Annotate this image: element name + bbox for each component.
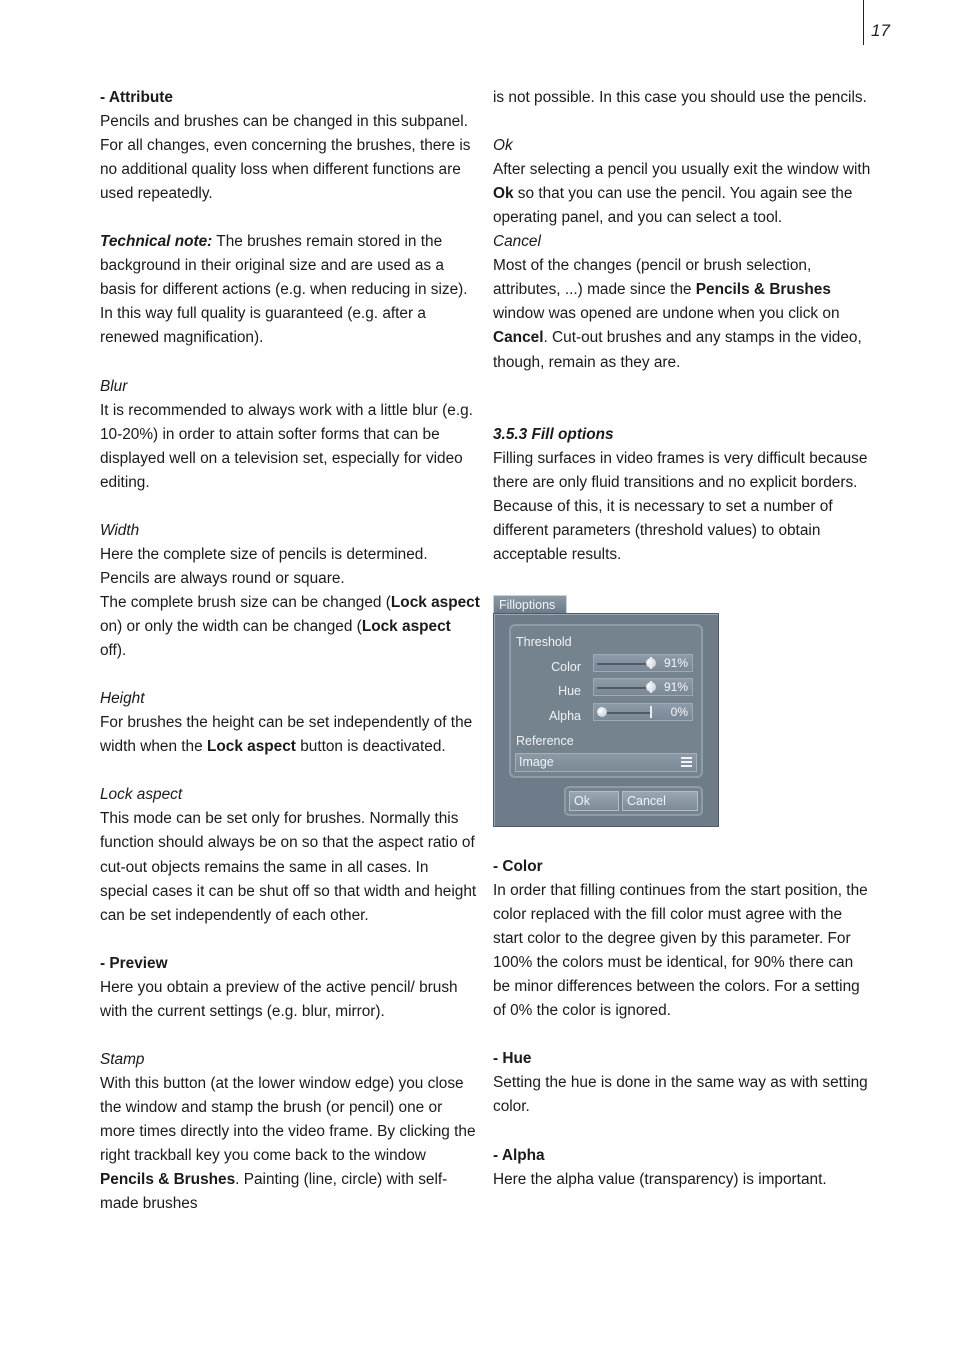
alpha-value: 0%: [670, 704, 688, 719]
dialog-title-tab[interactable]: Filloptions: [493, 595, 567, 614]
bold-term: Lock aspect: [361, 618, 451, 636]
alpha-heading: - Alpha: [493, 1146, 545, 1164]
stamp-heading: Stamp: [100, 1050, 145, 1068]
color-label: Color: [551, 659, 581, 674]
fill-options-dialog: [493, 595, 719, 827]
text-run: Most of the changes (pencil or brush selection, attributes, ...) made since the: [493, 257, 812, 299]
bold-term: Pencils & Brushes: [100, 1171, 236, 1189]
continued-text: is not possible. In this case you should use the pencils.: [493, 89, 867, 106]
text-run: After selecting a pencil you usually exit the window with: [493, 161, 871, 179]
bold-term: Cancel: [493, 329, 544, 347]
technical-note-label: Technical note:: [100, 233, 213, 251]
blur-heading: Blur: [100, 377, 128, 395]
text-run: The complete brush size can be changed (: [100, 593, 391, 611]
width-text-1: Here the complete size of pencils is determined. Pencils are always round or square.: [100, 545, 428, 587]
alpha-slider-knob[interactable]: [597, 707, 607, 717]
hue-text: Setting the hue is done in the same way as with setting color.: [493, 1074, 868, 1116]
text-run: on) or only the width can be changed (: [100, 618, 362, 636]
text-run: button is deactivated.: [295, 738, 446, 756]
page-number: 17: [871, 21, 890, 40]
lock-aspect-heading: Lock aspect: [100, 786, 183, 804]
reference-label: Reference: [516, 733, 574, 748]
ok-heading: Ok: [493, 137, 513, 155]
alpha-text: Here the alpha value (transparency) is important.: [493, 1170, 827, 1188]
width-text-2: [100, 591, 480, 663]
width-heading: Width: [100, 521, 140, 539]
header-rule: [863, 0, 864, 45]
reference-value: Image: [519, 754, 554, 769]
ok-text: [493, 158, 873, 230]
menu-icon: [681, 757, 692, 767]
threshold-group: [509, 624, 703, 778]
text-run: For brushes the height can be set independently of the width when the: [100, 714, 473, 756]
color-heading: - Color: [493, 857, 543, 875]
left-column: [100, 86, 480, 1216]
text-run: so that you can use the pencil. You again see the operating panel, and you can select a tool.: [493, 185, 853, 227]
text-run: With this button (at the lower window edge) you close the window and stamp the brush (or pencil) one or more times directly into the video frame. By clicking the right trackball key you come back to the window: [100, 1074, 476, 1165]
preview-text: Here you obtain a preview of the active pencil/ brush with the current settings (e.g. blur, mirror).: [100, 978, 458, 1020]
hue-slider[interactable]: [593, 678, 693, 696]
fill-options-heading: 3.5.3 Fill options: [493, 425, 614, 443]
blur-text: It is recommended to always work with a little blur (e.g. 10-20%) in order to attain softer forms that can be displayed well on a television set, especially for video editing.: [100, 401, 473, 491]
dialog-body: [493, 613, 719, 827]
technical-note-text: The brushes remain stored in the background in their original size and are used as a basis for different actions (e.g. when reducing in size). In this way full quality is guaranteed (e.g. after a renewed magnification).: [100, 233, 468, 347]
height-text: [100, 711, 480, 759]
cancel-text: [493, 254, 873, 374]
alpha-label: Alpha: [549, 708, 581, 723]
color-text: In order that filling continues from the start position, the color replaced with the fill color must agree with the start color to the degree given by this parameter. For 100% the colors must be identical, for 90% there can be minor differences between the colors. For a setting of 0% the color is ignored.: [493, 881, 868, 1020]
reference-select[interactable]: [515, 753, 697, 772]
text-run: off).: [100, 642, 127, 660]
fill-options-text: Filling surfaces in video frames is very difficult because there are only fluid transitions and no explicit borders. Because of this, it is necessary to set a number of different parameters (threshold values) to obtain acceptable results.: [493, 449, 868, 563]
stamp-text: [100, 1072, 480, 1216]
text-run: . Cut-out brushes and any stamps in the video, though, remain as they are.: [493, 329, 862, 371]
attribute-heading: - Attribute: [100, 89, 173, 106]
text-run: window was opened are undone when you click on: [493, 305, 840, 323]
hue-value: 91%: [663, 679, 688, 694]
bold-term: Lock aspect: [390, 593, 480, 611]
ok-button[interactable]: Ok: [569, 791, 619, 811]
text-run: . Painting (line, circle) with self-made brushes: [100, 1171, 448, 1213]
bold-term: Ok: [493, 185, 514, 203]
hue-heading: - Hue: [493, 1050, 532, 1068]
height-heading: Height: [100, 690, 145, 708]
hue-label: Hue: [558, 683, 581, 698]
attribute-text: Pencils and brushes can be changed in this subpanel. For all changes, even concerning the brushes, there is no additional quality loss when different functions are used repeatedly.: [100, 113, 471, 203]
lock-aspect-text: This mode can be set only for brushes. Normally this function should always be on so that the aspect ratio of cut-out objects remains the same in all cases. In special cases it can be shut off so that width and height can be set independently of each other.: [100, 810, 477, 924]
alpha-slider[interactable]: [593, 703, 693, 721]
bold-term: Lock aspect: [206, 738, 296, 756]
cancel-button[interactable]: Cancel: [622, 791, 698, 811]
preview-heading: - Preview: [100, 954, 168, 972]
cancel-heading: Cancel: [493, 233, 541, 251]
bold-term: Pencils & Brushes: [695, 281, 831, 299]
right-column: [493, 86, 873, 1192]
dialog-button-bar: [564, 786, 703, 816]
threshold-label: Threshold: [516, 634, 572, 649]
color-value: 91%: [663, 655, 688, 670]
technical-note: [100, 230, 480, 350]
color-slider[interactable]: [593, 654, 693, 672]
